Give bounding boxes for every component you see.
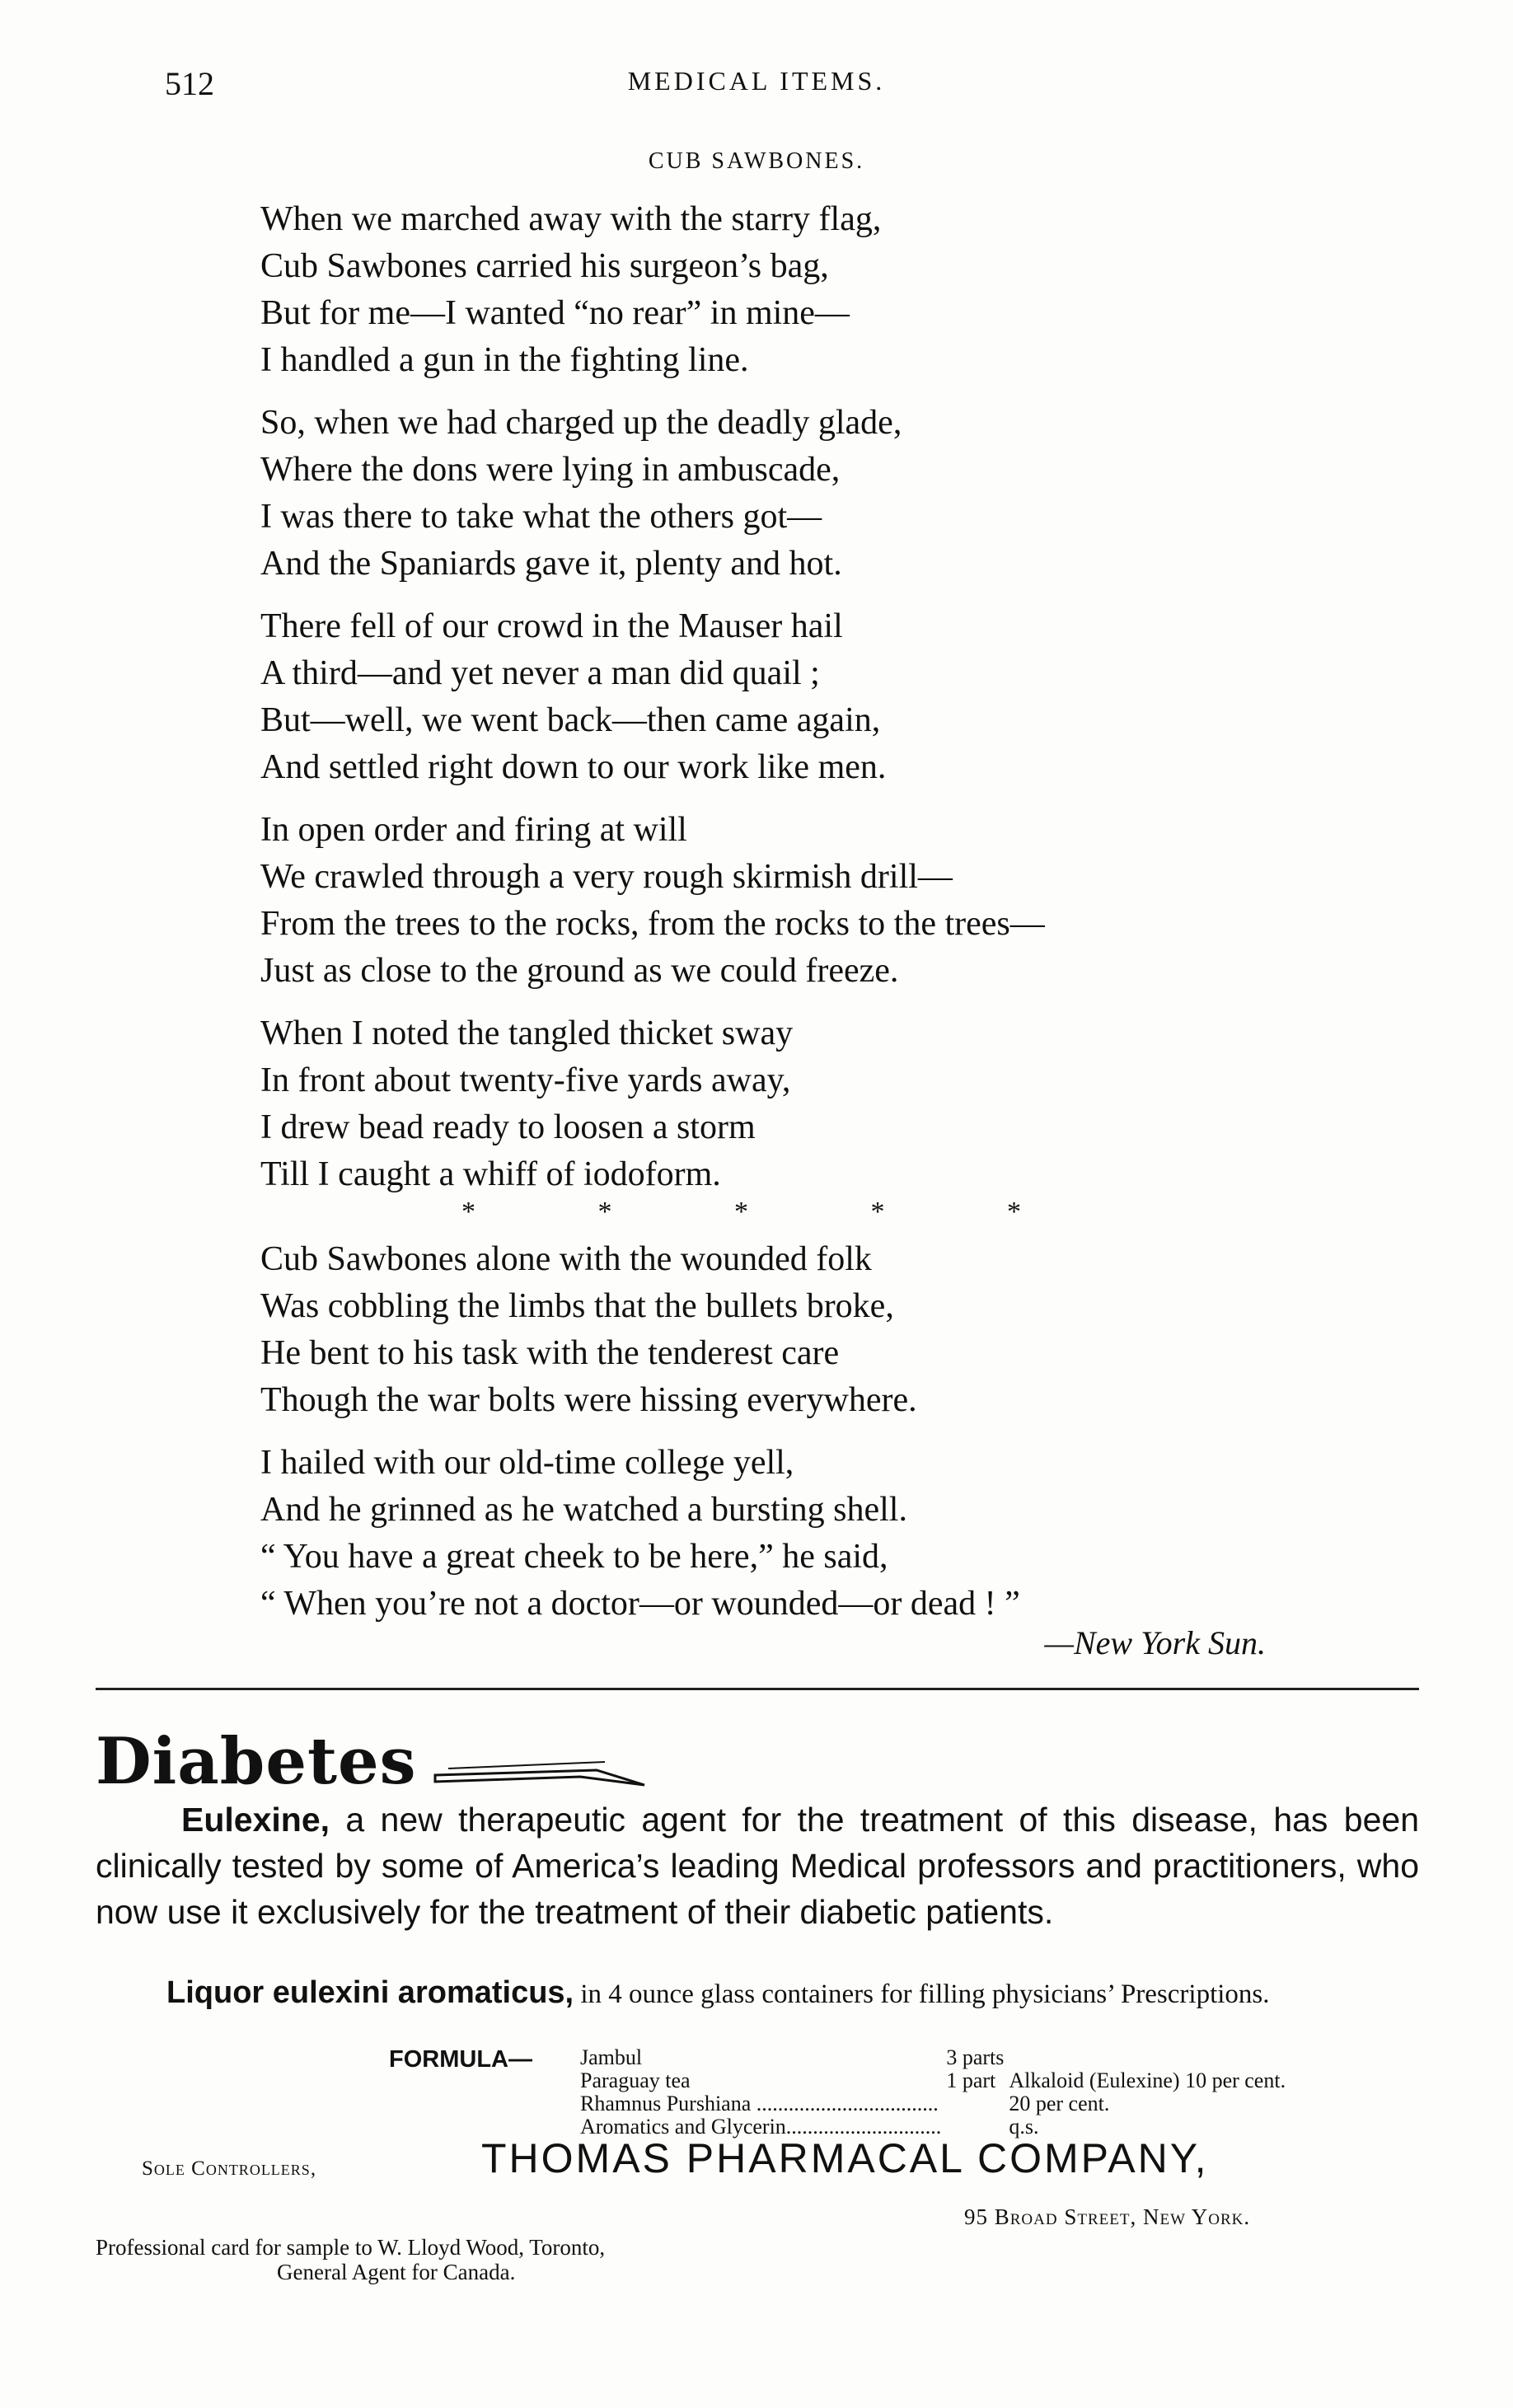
formula-amount: 3 parts	[946, 2045, 1005, 2069]
ad-description	[96, 1797, 1419, 1935]
stanza	[260, 807, 1332, 995]
stanza	[260, 1440, 1332, 1628]
poem-line: When I noted the tangled thicket sway	[260, 1014, 794, 1052]
poem-line: Just as close to the ground as we could freeze.	[260, 952, 899, 990]
page-number: 512	[165, 65, 214, 102]
company-address: 95 Broad Street, New York.	[964, 2204, 1251, 2229]
formula-row	[580, 2046, 1290, 2069]
stanza-separator: * * * * *	[461, 1197, 1079, 1227]
poem-line: From the trees to the rocks, from the rocks to the trees—	[260, 905, 1045, 943]
poem-line: I drew bead ready to loosen a storm	[260, 1108, 756, 1146]
stanza	[260, 603, 1332, 791]
poem-line: We crawled through a very rough skirmish drill—	[260, 858, 953, 896]
ad-liquor-paragraph	[96, 1975, 1419, 2012]
poem-line: In open order and firing at will	[260, 811, 687, 849]
card-line-1: Professional card for sample to W. Lloyd Wood, Toronto,	[96, 2235, 606, 2260]
stanza	[260, 196, 1332, 384]
formula-row	[580, 2092, 1290, 2115]
poem-line: I handled a gun in the fighting line.	[260, 341, 749, 379]
stanza	[260, 1010, 1332, 1198]
stanza	[260, 400, 1332, 588]
card-line-2: General Agent for Canada.	[277, 2260, 516, 2284]
formula-label: FORMULA—	[389, 2046, 532, 2073]
formula-note: 20 per cent.	[1009, 2092, 1110, 2115]
poem-line: And he grinned as he watched a bursting shell.	[260, 1491, 907, 1529]
formula-ingredient: Jambul	[580, 2045, 643, 2069]
poem-line: When we marched away with the starry flag,	[260, 200, 882, 238]
poem-line: So, when we had charged up the deadly glade,	[260, 404, 902, 442]
formula-ingredient: Paraguay tea	[580, 2068, 691, 2092]
formula-table	[580, 2046, 1290, 2139]
poem-line: Cub Sawbones carried his surgeon’s bag,	[260, 247, 829, 285]
poem-attribution: —New York Sun.	[1044, 1624, 1266, 1661]
poem-title: CUB SAWBONES.	[648, 148, 865, 174]
professional-card-note	[96, 2235, 605, 2284]
ad-product-name: Eulexine,	[181, 1801, 330, 1839]
poem-stanzas-after	[260, 1236, 1332, 1643]
poem-line: But for me—I wanted “no rear” in mine—	[260, 294, 850, 332]
formula-row	[580, 2069, 1290, 2092]
formula-note: Alkaloid (Eulexine) 10 per cent.	[1009, 2068, 1286, 2092]
company-name: THOMAS PHARMACAL COMPANY,	[481, 2135, 1209, 2181]
poem-line: A third—and yet never a man did quail ;	[260, 654, 820, 692]
divider-left	[96, 1688, 747, 1690]
liquor-text: in 4 ounce glass containers for filling physicians’ Prescriptions.	[574, 1979, 1270, 2009]
poem-line: “ When you’re not a doctor—or wounded—or dead ! ”	[260, 1585, 1020, 1623]
poem-stanzas	[260, 196, 1332, 1214]
divider-right	[738, 1688, 1419, 1690]
poem-line: I hailed with our old-time college yell,	[260, 1444, 794, 1482]
sole-controllers-label: Sole Controllers,	[142, 2157, 317, 2180]
poem-line: Till I caught a whiff of iodoform.	[260, 1155, 721, 1193]
pointer-arrow-icon	[432, 1745, 654, 1795]
liquor-name: Liquor eulexini aromaticus,	[166, 1975, 574, 2010]
poem-line: I was there to take what the others got—	[260, 498, 822, 536]
running-head: MEDICAL ITEMS.	[627, 66, 886, 96]
poem-line: Where the dons were lying in ambuscade,	[260, 451, 841, 489]
ad-heading: Diabetes	[96, 1724, 417, 1799]
stanza	[260, 1236, 1332, 1424]
formula-amount	[946, 2092, 1009, 2115]
formula-note: q.s.	[1009, 2115, 1039, 2139]
poem-line: He bent to his task with the tenderest care	[260, 1334, 840, 1372]
poem-line: Cub Sawbones alone with the wounded folk	[260, 1240, 872, 1278]
poem-line: And settled right down to our work like men.	[260, 748, 887, 786]
ad-description-text: a new therapeutic agent for the treatment of this disease, has been clinically tested by some of America’s leading Medical professors and practitioners, who now use it exclusively for the treatment of their diabetic patients.	[96, 1801, 1419, 1931]
poem-line: But—well, we went back—then came again,	[260, 701, 881, 739]
formula-note	[1009, 2046, 1290, 2069]
poem-line: Though the war bolts were hissing everywhere.	[260, 1381, 917, 1419]
poem-line: “ You have a great cheek to be here,” he said,	[260, 1538, 888, 1576]
formula-amount: 1 part	[946, 2068, 996, 2092]
poem-line: In front about twenty-five yards away,	[260, 1061, 791, 1099]
poem-line: There fell of our crowd in the Mauser hail	[260, 607, 843, 645]
poem-line: Was cobbling the limbs that the bullets broke,	[260, 1287, 894, 1325]
formula-ingredient: Aromatics and Glycerin.............................	[580, 2115, 942, 2139]
poem-line: And the Spaniards gave it, plenty and hot.	[260, 545, 842, 583]
formula-ingredient: Rhamnus Purshiana ..................................	[580, 2092, 939, 2115]
formula-block	[389, 2045, 1290, 2139]
